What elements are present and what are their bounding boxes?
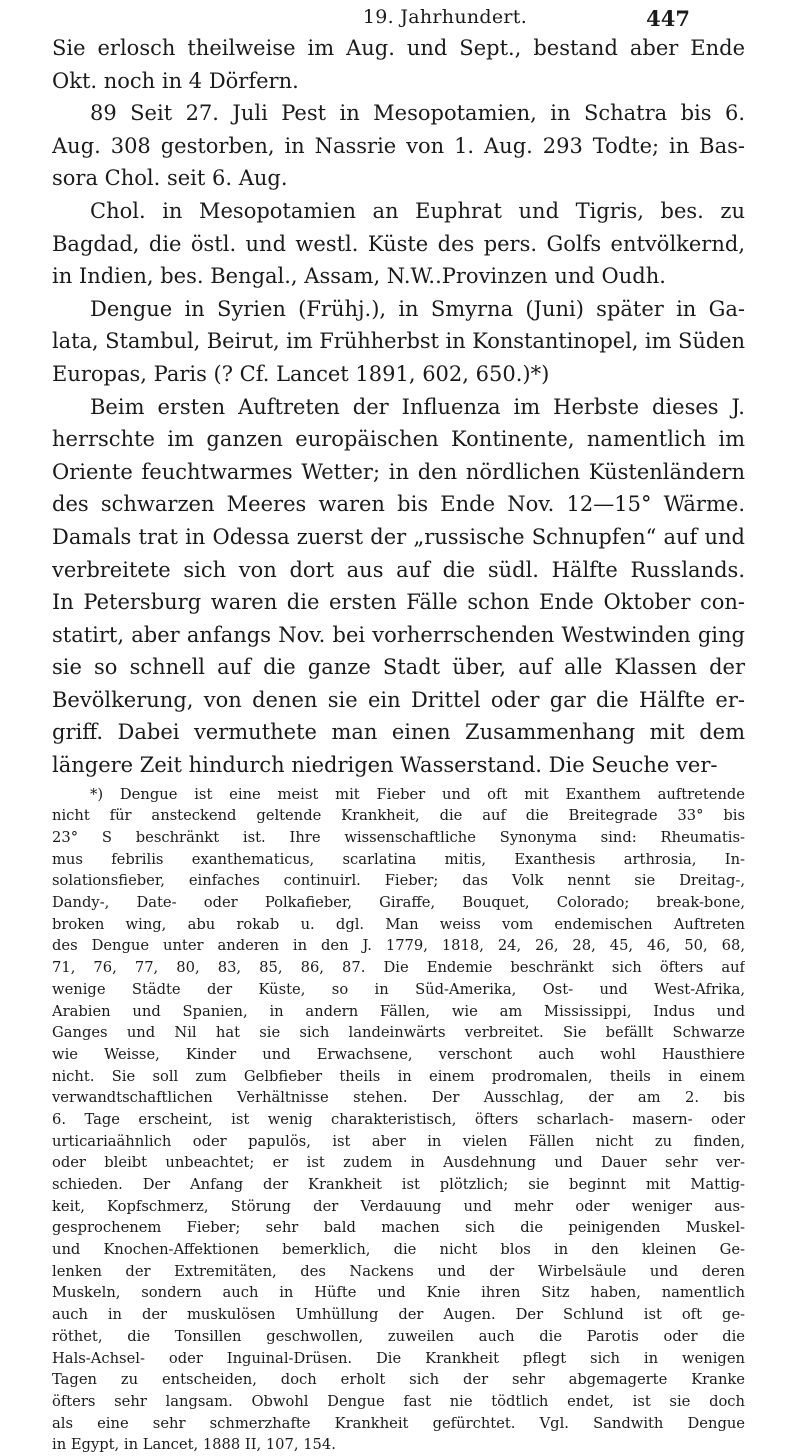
- page-title: 19. Jahrhundert.: [362, 6, 528, 28]
- footnote-line: broken wing, abu rokab u. dgl. Man weiss vom endemischen Auftreten: [52, 915, 745, 933]
- text-line: statirt, aber anfangs Nov. bei vorherrschenden Westwinden ging: [52, 622, 745, 647]
- footnote-line: urticariaähnlich oder papulös, ist aber in vielen Fällen nicht zu finden,: [52, 1132, 745, 1150]
- footnote-line: als eine sehr schmerzhafte Krankheit gefürchtet. Vgl. Sandwith Dengue: [52, 1414, 745, 1432]
- footnote-line: Hals-Achsel- oder Inguinal-Drüsen. Die Krankheit pflegt sich in wenigen: [52, 1349, 745, 1367]
- footnote-line: oder bleibt unbeachtet; er ist zudem in Ausdehnung und Dauer sehr ver-: [52, 1154, 745, 1172]
- footnote-line: lenken der Extremitäten, des Nackens und der Wirbelsäule und deren: [52, 1262, 745, 1280]
- footnote-line: Dandy-, Date- oder Polkafieber, Giraffe, Bouquet, Colorado; break-bone,: [52, 894, 745, 912]
- footnote-line: nicht für ansteckend geltende Krankheit, die auf die Breitegrade 33° bis: [52, 807, 745, 825]
- footnote-line: 6. Tage erscheint, ist wenig charakteristisch, öfters scharlach- masern- oder: [52, 1110, 745, 1128]
- text-line: verbreitete sich von dort aus auf die südl. Hälfte Russlands.: [52, 557, 745, 582]
- text-line: Dengue in Syrien (Frühj.), in Smyrna (Juni) später in Ga-: [90, 296, 745, 321]
- footnote-line: 71, 76, 77, 80, 83, 85, 86, 87. Die Endemie beschränkt sich öfters auf: [52, 959, 745, 977]
- footnote-line: in Egypt, in Lancet, 1888 II, 107, 154.: [52, 1436, 336, 1454]
- footnote-line: solationsfieber, einfaches continuirl. Fieber; das Volk nennt sie Dreitag-,: [52, 872, 745, 890]
- text-line: Beim ersten Auftreten der Influenza im Herbste dieses J.: [90, 394, 745, 419]
- text-line: lata, Stambul, Beirut, im Frühherbst in Konstantinopel, im Süden: [52, 329, 745, 354]
- text-line: Chol. in Mesopotamien an Euphrat und Tigris, bes. zu: [90, 198, 745, 223]
- footnote-line: öfters sehr langsam. Obwohl Dengue fast nie tödtlich endet, ist sie doch: [52, 1392, 745, 1410]
- text-line: Aug. 308 gestorben, in Nassrie von 1. Aug. 293 Todte; in Bas-: [52, 133, 745, 158]
- footnote-line: wie Weisse, Kinder und Erwachsene, verschont auch wohl Hausthiere: [52, 1045, 745, 1063]
- footnote-line: Tagen zu entscheiden, doch erholt sich der sehr abgemagerte Kranke: [52, 1371, 745, 1389]
- footnote-line: schieden. Der Anfang der Krankheit ist plötzlich; sie beginnt mit Mattig-: [52, 1176, 745, 1194]
- text-line: Bagdad, die östl. und westl. Küste des pers. Golfs entvölkernd,: [52, 231, 745, 256]
- footnote-line: Ganges und Nil hat sie sich landeinwärts verbreitet. Sie befällt Schwarze: [52, 1024, 745, 1042]
- footnote-line: auch in der muskulösen Umhüllung der Augen. Der Schlund ist oft ge-: [52, 1306, 745, 1324]
- footnote-line: verwandtschaftlichen Verhältnisse stehen. Der Ausschlag, der am 2. bis: [52, 1089, 745, 1107]
- text-line: sie so schnell auf die ganze Stadt über, auf alle Klassen der: [52, 655, 745, 680]
- footnote: [52, 784, 745, 1456]
- text-line: sora Chol. seit 6. Aug.: [52, 166, 288, 191]
- footnote-line: nicht. Sie soll zum Gelbfieber theils in einem prodromalen, theils in einem: [52, 1067, 745, 1085]
- main-text: [52, 32, 745, 782]
- page-number: 447: [646, 6, 690, 31]
- text-line: längere Zeit hindurch niedrigen Wasserstand. Die Seuche ver-: [52, 753, 718, 778]
- text-line: In Petersburg waren die ersten Fälle schon Ende Oktober con-: [52, 590, 745, 615]
- footnote-line: Muskeln, sondern auch in Hüfte und Knie ihren Sitz haben, namentlich: [52, 1284, 745, 1302]
- text-line: Okt. noch in 4 Dörfern.: [52, 68, 299, 93]
- text-line: griff. Dabei vermuthete man einen Zusammenhang mit dem: [52, 720, 745, 745]
- footnote-line: und Knochen-Affektionen bemerklich, die nicht blos in den kleinen Ge-: [52, 1241, 745, 1259]
- running-head: [200, 6, 690, 32]
- text-line: Sie erlosch theilweise im Aug. und Sept., bestand aber Ende: [52, 36, 745, 60]
- footnote-line: *) Dengue ist eine meist mit Fieber und oft mit Exanthem auftretende: [90, 785, 745, 803]
- text-line: des schwarzen Meeres waren bis Ende Nov. 12—15° Wärme.: [52, 492, 745, 517]
- text-line: Damals trat in Odessa zuerst der „russische Schnupfen“ auf und: [52, 524, 745, 549]
- footnote-line: wenige Städte der Küste, so in Süd-Amerika, Ost- und West-Afrika,: [52, 980, 745, 998]
- footnote-line: des Dengue unter anderen in den J. 1779, 1818, 24, 26, 28, 45, 46, 50, 68,: [52, 937, 745, 955]
- text-line: in Indien, bes. Bengal., Assam, N.W..Provinzen und Oudh.: [52, 264, 666, 289]
- footnote-line: röthet, die Tonsillen geschwollen, zuweilen auch die Parotis oder die: [52, 1327, 745, 1345]
- text-line: Bevölkerung, von denen sie ein Drittel oder gar die Hälfte er-: [52, 687, 745, 712]
- footnote-line: gesprochenem Fieber; sehr bald machen sich die peinigenden Muskel-: [52, 1219, 745, 1237]
- footnote-line: 23° S beschränkt ist. Ihre wissenschaftliche Synonyma sind: Rheumatis-: [52, 829, 745, 847]
- text-line: Oriente feuchtwarmes Wetter; in den nördlichen Küstenländern: [52, 459, 745, 484]
- text-line: Europas, Paris (? Cf. Lancet 1891, 602, 650.)*): [52, 361, 550, 386]
- footnote-line: keit, Kopfschmerz, Störung der Verdauung und mehr oder weniger aus-: [52, 1197, 745, 1215]
- text-line: herrschte im ganzen europäischen Kontinente, namentlich im: [52, 427, 745, 452]
- footnote-line: mus febrilis exanthematicus, scarlatina mitis, Exanthesis arthrosia, In-: [52, 850, 745, 868]
- footnote-line: Arabien und Spanien, in andern Fällen, wie am Mississippi, Indus und: [52, 1002, 745, 1020]
- text-line: 89 Seit 27. Juli Pest in Mesopotamien, in Schatra bis 6.: [90, 101, 745, 126]
- text-body: [52, 32, 745, 1456]
